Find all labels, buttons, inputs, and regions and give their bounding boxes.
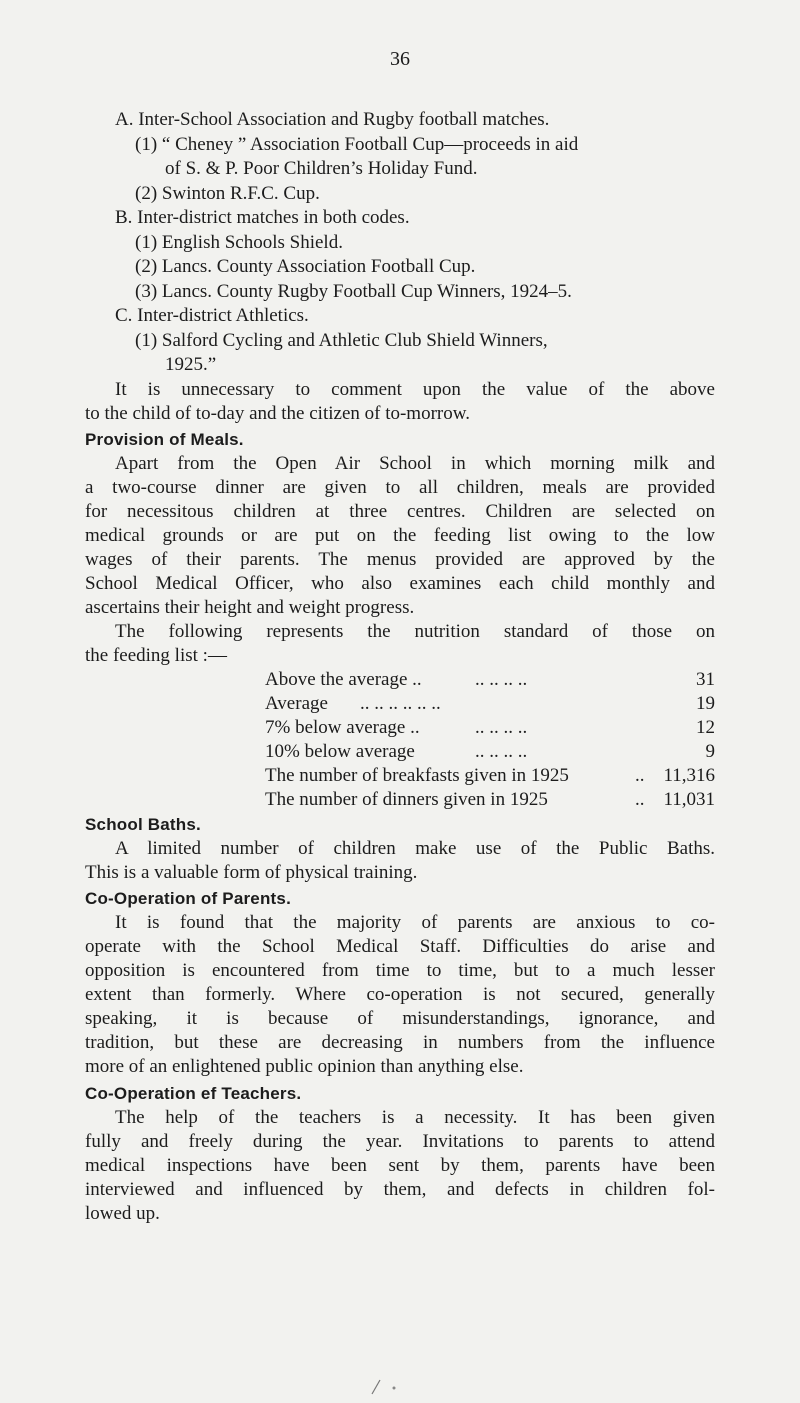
row-label: 10% below average — [265, 741, 415, 762]
section-heading-baths: School Baths. — [85, 815, 201, 834]
scan-mark-icon — [370, 1372, 400, 1396]
row-value: 11,031 — [663, 789, 715, 810]
paragraph-line: extent than formerly. Where co-operation is not secured, generally — [85, 984, 715, 1005]
paragraph-line: the feeding list :— — [85, 645, 227, 666]
paragraph-line: speaking, it is because of misunderstandings, ignorance, and — [85, 1008, 715, 1029]
row-label: The number of breakfasts given in 1925 — [265, 765, 569, 786]
row-leaders: .. .. .. .. — [475, 717, 528, 738]
paragraph-line: to the child of to-day and the citizen of to-morrow. — [85, 403, 470, 424]
list-item-c1: (1) Salford Cycling and Athletic Club Shield Winners, — [135, 330, 548, 351]
paragraph-line: a two-course dinner are given to all children, meals are provided — [85, 477, 715, 498]
paragraph-line: This is a valuable form of physical training. — [85, 862, 418, 883]
paragraph-line: School Medical Officer, who also examines each child monthly and — [85, 573, 715, 594]
paragraph-line: medical inspections have been sent by them, parents have been — [85, 1155, 715, 1176]
paragraph-line: fully and freely during the year. Invitations to parents to attend — [85, 1131, 715, 1152]
paragraph-line: medical grounds or are put on the feeding list owing to the low — [85, 525, 715, 546]
list-item-a1-cont: of S. & P. Poor Children’s Holiday Fund. — [165, 158, 478, 179]
row-label: Average — [265, 693, 328, 714]
paragraph-line: lowed up. — [85, 1203, 160, 1224]
paragraph-line: operate with the School Medical Staff. Difficulties do arise and — [85, 936, 715, 957]
row-leaders: .. .. .. .. — [475, 741, 528, 762]
row-label: Above the average .. — [265, 669, 422, 690]
paragraph-line: It is unnecessary to comment upon the value of the above — [115, 379, 715, 400]
paragraph-line: for necessitous children at three centres. Children are selected on — [85, 501, 715, 522]
row-value: 11,316 — [663, 765, 715, 786]
section-heading-teachers: Co-Operation ef Teachers. — [85, 1084, 302, 1103]
row-value: 19 — [696, 693, 715, 714]
paragraph-line: wages of their parents. The menus provided are approved by the — [85, 549, 715, 570]
list-item-a1: (1) “ Cheney ” Association Football Cup—proceeds in aid — [135, 134, 579, 155]
row-label: The number of dinners given in 1925 — [265, 789, 548, 810]
paragraph-line: The help of the teachers is a necessity. It has been given — [115, 1107, 715, 1128]
row-leaders: .. .. .. .. .. .. — [360, 693, 441, 714]
row-leaders: .. .. .. .. — [475, 669, 528, 690]
paragraph-line: opposition is encountered from time to time, but to a much lesser — [85, 960, 715, 981]
section-heading-meals: Provision of Meals. — [85, 430, 244, 449]
paragraph-line: It is found that the majority of parents are anxious to co- — [115, 912, 715, 933]
paragraph-line: tradition, but these are decreasing in numbers from the influence — [85, 1032, 715, 1053]
row-value: 12 — [696, 717, 715, 738]
paragraph-line: more of an enlightened public opinion than anything else. — [85, 1056, 524, 1077]
paragraph-line: interviewed and influenced by them, and defects in children fol- — [85, 1179, 715, 1200]
page-number: 36 — [390, 48, 410, 70]
list-item-a2: (2) Swinton R.F.C. Cup. — [135, 183, 320, 204]
paragraph-line: Apart from the Open Air School in which morning milk and — [115, 453, 715, 474]
row-leaders: .. — [635, 789, 645, 810]
row-label: 7% below average .. — [265, 717, 420, 738]
list-item-c: C. Inter-district Athletics. — [115, 305, 309, 326]
list-item-b1: (1) English Schools Shield. — [135, 232, 343, 253]
list-item-b2: (2) Lancs. County Association Football Cup. — [135, 256, 476, 277]
list-item-c1-cont: 1925.” — [165, 354, 217, 375]
list-item-a: A. Inter-School Association and Rugby football matches. — [115, 109, 550, 130]
paragraph-line: ascertains their height and weight progress. — [85, 597, 415, 618]
section-heading-parents: Co-Operation of Parents. — [85, 889, 291, 908]
list-item-b: B. Inter-district matches in both codes. — [115, 207, 410, 228]
paragraph-line: The following represents the nutrition standard of those on — [115, 621, 715, 642]
paragraph-line: A limited number of children make use of the Public Baths. — [115, 838, 715, 859]
row-value: 31 — [696, 669, 715, 690]
row-leaders: .. — [635, 765, 645, 786]
row-value: 9 — [705, 741, 715, 762]
list-item-b3: (3) Lancs. County Rugby Football Cup Winners, 1924–5. — [135, 281, 572, 302]
